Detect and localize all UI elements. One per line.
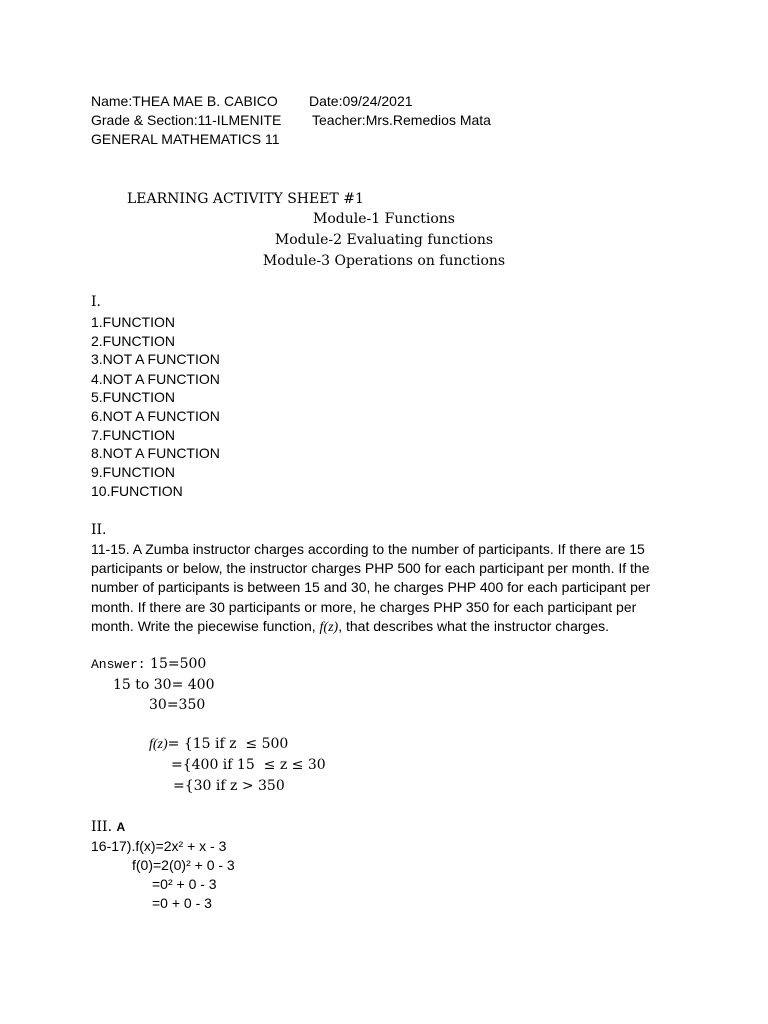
function-case-3: ={30 if z > 350 — [173, 778, 285, 794]
answer-item: 6.NOT A FUNCTION — [91, 408, 220, 424]
module-1-title: Module-1 Functions — [313, 211, 455, 227]
answer-item: 7.FUNCTION — [91, 427, 175, 443]
sheet-title: LEARNING ACTIVITY SHEET #1 — [127, 191, 364, 207]
work-line-1: 16-17).f(x)=2x² + x - 3 — [91, 838, 227, 854]
grade-section: Grade & Section:11-ILMENITE — [91, 112, 282, 128]
function-name: f(z) — [149, 737, 168, 752]
module-3-title: Module-3 Operations on functions — [262, 253, 506, 269]
function-line-1 — [149, 735, 288, 754]
module-2-title: Module-2 Evaluating functions — [274, 232, 494, 248]
student-name: Name:THEA MAE B. CABICO — [91, 93, 278, 109]
work-line-3: =0² + 0 - 3 — [152, 876, 217, 892]
answer-item: 1.FUNCTION — [91, 314, 175, 330]
answer-item: 10.FUNCTION — [91, 483, 183, 499]
answer-line-3: 30=350 — [149, 697, 206, 713]
answer-item: 3.NOT A FUNCTION — [91, 351, 220, 367]
problem-end-text: , that describes what the instructor charges. — [338, 617, 610, 634]
answer-line-1: 15=500 — [145, 656, 207, 672]
part-1-heading: I. — [91, 294, 101, 310]
part-3-heading — [91, 818, 125, 836]
problem-function-name: f(z) — [319, 619, 339, 635]
problem-main-text: 11-15. A Zumba instructor charges according to the number of participants. If there are 15 participants or below, the instructor charges PHP 500 for each participant per month. If the number of participants is between 15 and 30, he charges PHP 400 for each participant per month. If there are 30 participants or more, he charges PHP 350 for each participant per month. Write the piecewise function, — [91, 541, 651, 634]
problem-statement — [91, 540, 651, 637]
answer-item: 4.NOT A FUNCTION — [91, 371, 220, 387]
teacher-field: Teacher:Mrs.Remedios Mata — [312, 112, 491, 128]
answer-item: 9.FUNCTION — [91, 464, 175, 480]
answer-item: 8.NOT A FUNCTION — [91, 445, 220, 461]
part-2-heading: II. — [91, 522, 107, 538]
function-case-1: = {15 if z ≤ 500 — [167, 736, 289, 752]
work-line-2: f(0)=2(0)² + 0 - 3 — [132, 857, 235, 873]
part-3-letter: A — [116, 820, 126, 834]
date-field: Date:09/24/2021 — [309, 93, 413, 109]
answer-label: Answer: — [91, 657, 146, 672]
subject-line: GENERAL MATHEMATICS 11 — [91, 131, 280, 147]
work-line-4: =0 + 0 - 3 — [152, 895, 212, 911]
answer-item: 5.FUNCTION — [91, 389, 175, 405]
part-3-numeral: III. — [91, 819, 113, 835]
answer-block — [91, 655, 206, 674]
answer-item: 2.FUNCTION — [91, 333, 175, 349]
answer-line-2: 15 to 30= 400 — [113, 677, 215, 693]
function-case-2: ={400 if 15 ≤ z ≤ 30 — [171, 757, 326, 773]
